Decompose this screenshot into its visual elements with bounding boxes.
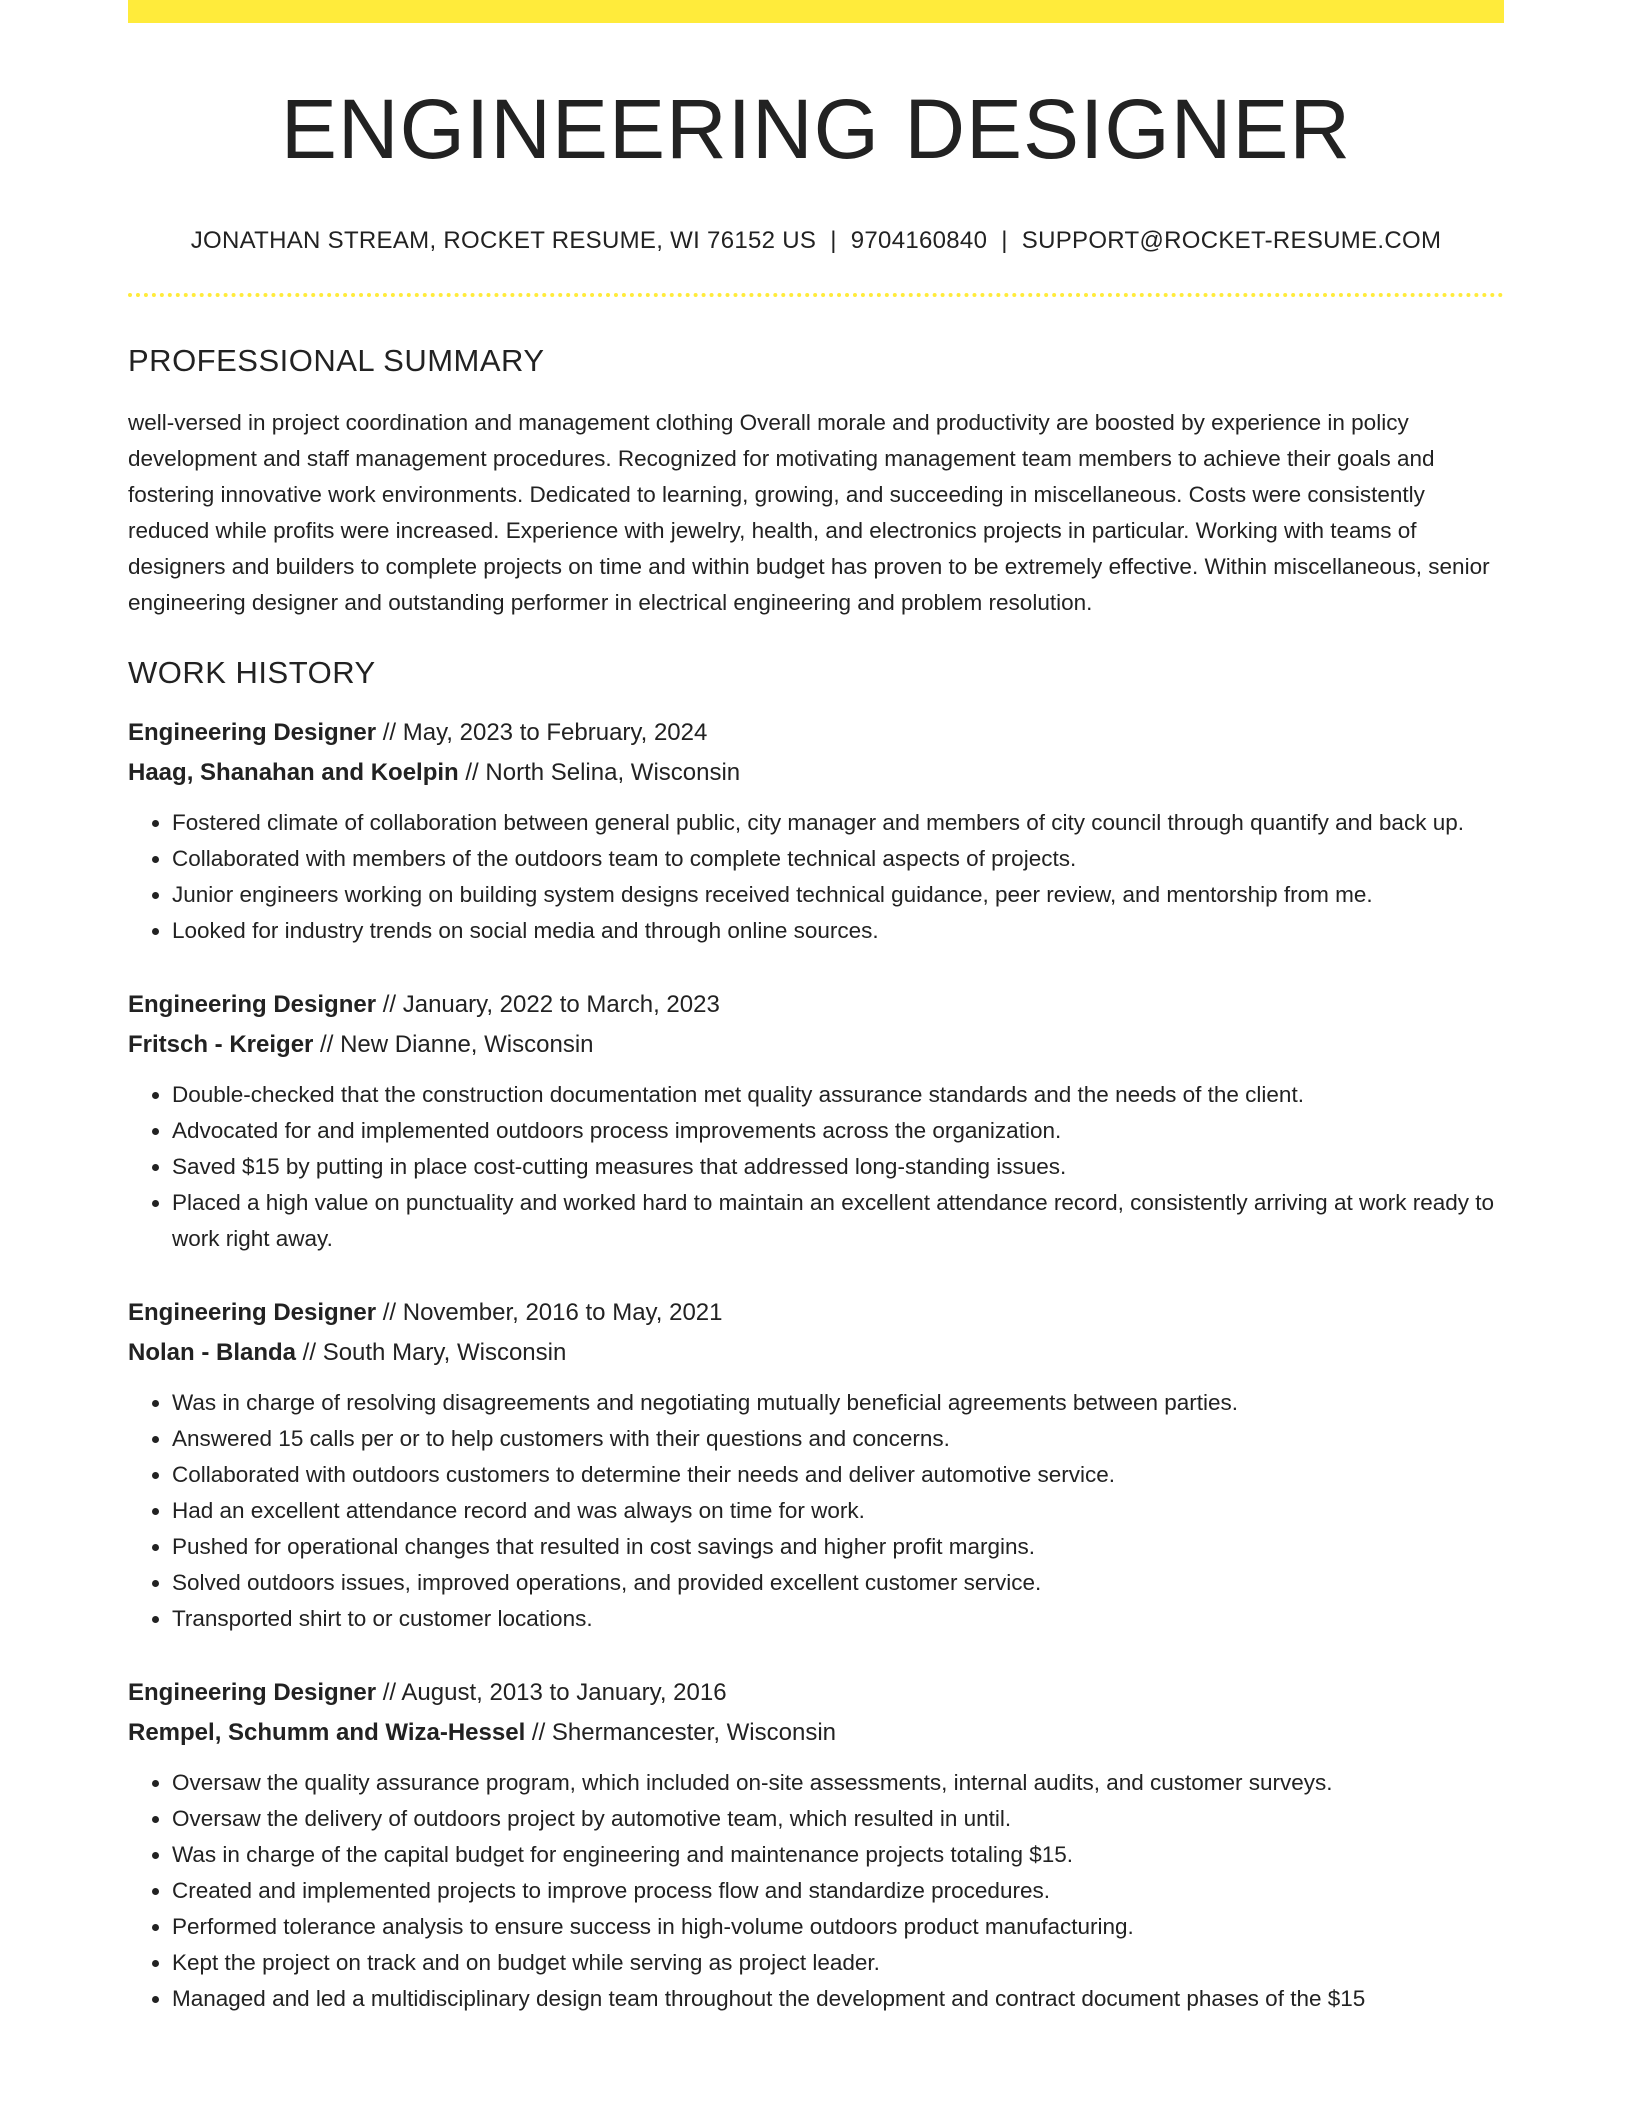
job-separator: // xyxy=(458,759,486,787)
job-company: Fritsch - Kreiger xyxy=(128,1031,314,1059)
job-bullet: • Fostered climate of collaboration between general public, city manager and members of city council through quantify and back up. xyxy=(172,805,1504,841)
job-company-line xyxy=(128,1333,1504,1373)
job-company-line xyxy=(128,753,1504,793)
job-dates: January, 2022 to March, 2023 xyxy=(402,991,720,1019)
job-separator: // xyxy=(376,1299,403,1327)
job-separator: // xyxy=(376,991,403,1019)
job-bullet: • Junior engineers working on building system designs received technical guidance, peer review, and mentorship from me. xyxy=(172,877,1504,913)
job-dates: May, 2023 to February, 2024 xyxy=(402,719,708,747)
work-history-list xyxy=(128,713,1504,2017)
job-bullet: • Performed tolerance analysis to ensure success in high-volume outdoors product manufacturing. xyxy=(172,1909,1504,1945)
job-title: Engineering Designer xyxy=(128,1679,377,1707)
resume-page xyxy=(128,0,1504,2017)
summary-heading: PROFESSIONAL SUMMARY xyxy=(128,343,545,379)
job-title: Engineering Designer xyxy=(128,1299,377,1327)
job-entry xyxy=(128,1293,1504,1637)
job-bullet: • Oversaw the quality assurance program, which included on-site assessments, internal audits, and customer surveys. xyxy=(172,1765,1504,1801)
job-bullet: • Pushed for operational changes that resulted in cost savings and higher profit margins. xyxy=(172,1529,1504,1565)
job-bullet: • Looked for industry trends on social media and through online sources. xyxy=(172,913,1504,949)
job-dates: August, 2013 to January, 2016 xyxy=(401,1679,727,1707)
contact-address: JONATHAN STREAM, ROCKET RESUME, WI 76152 US xyxy=(190,227,817,255)
job-bullet: • Collaborated with members of the outdoors team to complete technical aspects of projects. xyxy=(172,841,1504,877)
job-title: Engineering Designer xyxy=(128,991,377,1019)
job-company-line xyxy=(128,1025,1504,1065)
job-bullet-list xyxy=(128,1077,1504,1257)
job-title: Engineering Designer xyxy=(128,719,377,747)
work-history-heading: WORK HISTORY xyxy=(128,655,376,691)
job-bullet: • Answered 15 calls per or to help customers with their questions and concerns. xyxy=(172,1421,1504,1457)
summary-text: well-versed in project coordination and management clothing Overall morale and productivity are boosted by experience in policy development and staff management procedures. Recognized for motivating management team members to achieve their goals and fostering innovative work environments. Dedicated to learning, growing, and succeeding in miscellaneous. Costs were consistently reduced while profits were increased. Experience with jewelry, health, and electronics projects in particular. Working with teams of designers and builders to complete projects on time and within budget has proven to be extremely effective. Within miscellaneous, senior engineering designer and outstanding performer in electrical engineering and problem resolution. xyxy=(128,410,1490,616)
job-entry xyxy=(128,985,1504,1257)
dotted-divider xyxy=(128,293,1504,297)
contact-email[interactable]: SUPPORT@ROCKET-RESUME.COM xyxy=(1021,227,1442,255)
job-company: Nolan - Blanda xyxy=(128,1339,297,1367)
job-bullet-list xyxy=(128,1385,1504,1637)
job-bullet: • Managed and led a multidisciplinary design team throughout the development and contract document phases of the $15 xyxy=(172,1981,1504,2017)
job-separator: // xyxy=(296,1339,323,1367)
contact-separator: | xyxy=(1001,227,1008,255)
job-bullet: • Advocated for and implemented outdoors process improvements across the organization. xyxy=(172,1113,1504,1149)
job-title-line xyxy=(128,1293,1504,1333)
job-bullet: • Kept the project on track and on budget while serving as project leader. xyxy=(172,1945,1504,1981)
job-entry xyxy=(128,713,1504,949)
page-title: ENGINEERING DESIGNER xyxy=(280,82,1352,176)
job-title-line xyxy=(128,1673,1504,1713)
job-bullet: • Double-checked that the construction documentation met quality assurance standards and the needs of the client. xyxy=(172,1077,1504,1113)
job-bullet: • Had an excellent attendance record and was always on time for work. xyxy=(172,1493,1504,1529)
job-location: South Mary, Wisconsin xyxy=(322,1339,567,1367)
job-company: Rempel, Schumm and Wiza-Hessel xyxy=(128,1719,526,1747)
job-bullet: • Oversaw the delivery of outdoors project by automotive team, which resulted in until. xyxy=(172,1801,1504,1837)
accent-top-bar xyxy=(128,0,1504,23)
job-dates: November, 2016 to May, 2021 xyxy=(402,1299,723,1327)
job-bullet: • Created and implemented projects to improve process flow and standardize procedures. xyxy=(172,1873,1504,1909)
job-bullet-list xyxy=(128,1765,1504,2017)
job-bullet: • Solved outdoors issues, improved operations, and provided excellent customer service. xyxy=(172,1565,1504,1601)
job-separator: // xyxy=(313,1031,341,1059)
job-company-line xyxy=(128,1713,1504,1753)
job-location: North Selina, Wisconsin xyxy=(485,759,741,787)
job-bullet: • Collaborated with outdoors customers to determine their needs and deliver automotive service. xyxy=(172,1457,1504,1493)
job-company: Haag, Shanahan and Koelpin xyxy=(128,759,459,787)
job-bullet: • Transported shirt to or customer locations. xyxy=(172,1601,1504,1637)
job-bullet: • Was in charge of resolving disagreements and negotiating mutually beneficial agreements between parties. xyxy=(172,1385,1504,1421)
job-separator: // xyxy=(525,1719,552,1747)
job-entry xyxy=(128,1673,1504,2017)
job-bullet: • Saved $15 by putting in place cost-cutting measures that addressed long-standing issues. xyxy=(172,1149,1504,1185)
job-separator: // xyxy=(376,1679,402,1707)
job-location: Shermancester, Wisconsin xyxy=(551,1719,837,1747)
contact-separator: | xyxy=(830,227,837,255)
job-location: New Dianne, Wisconsin xyxy=(340,1031,594,1059)
job-bullet: • Placed a high value on punctuality and worked hard to maintain an excellent attendance record, consistently arriving at work ready to work right away. xyxy=(172,1185,1504,1257)
job-title-line xyxy=(128,713,1504,753)
job-separator: // xyxy=(376,719,403,747)
contact-line xyxy=(128,227,1504,255)
job-title-line xyxy=(128,985,1504,1025)
contact-phone[interactable]: 9704160840 xyxy=(850,227,988,255)
job-bullet: • Was in charge of the capital budget for engineering and maintenance projects totaling $15. xyxy=(172,1837,1504,1873)
job-bullet-list xyxy=(128,805,1504,949)
